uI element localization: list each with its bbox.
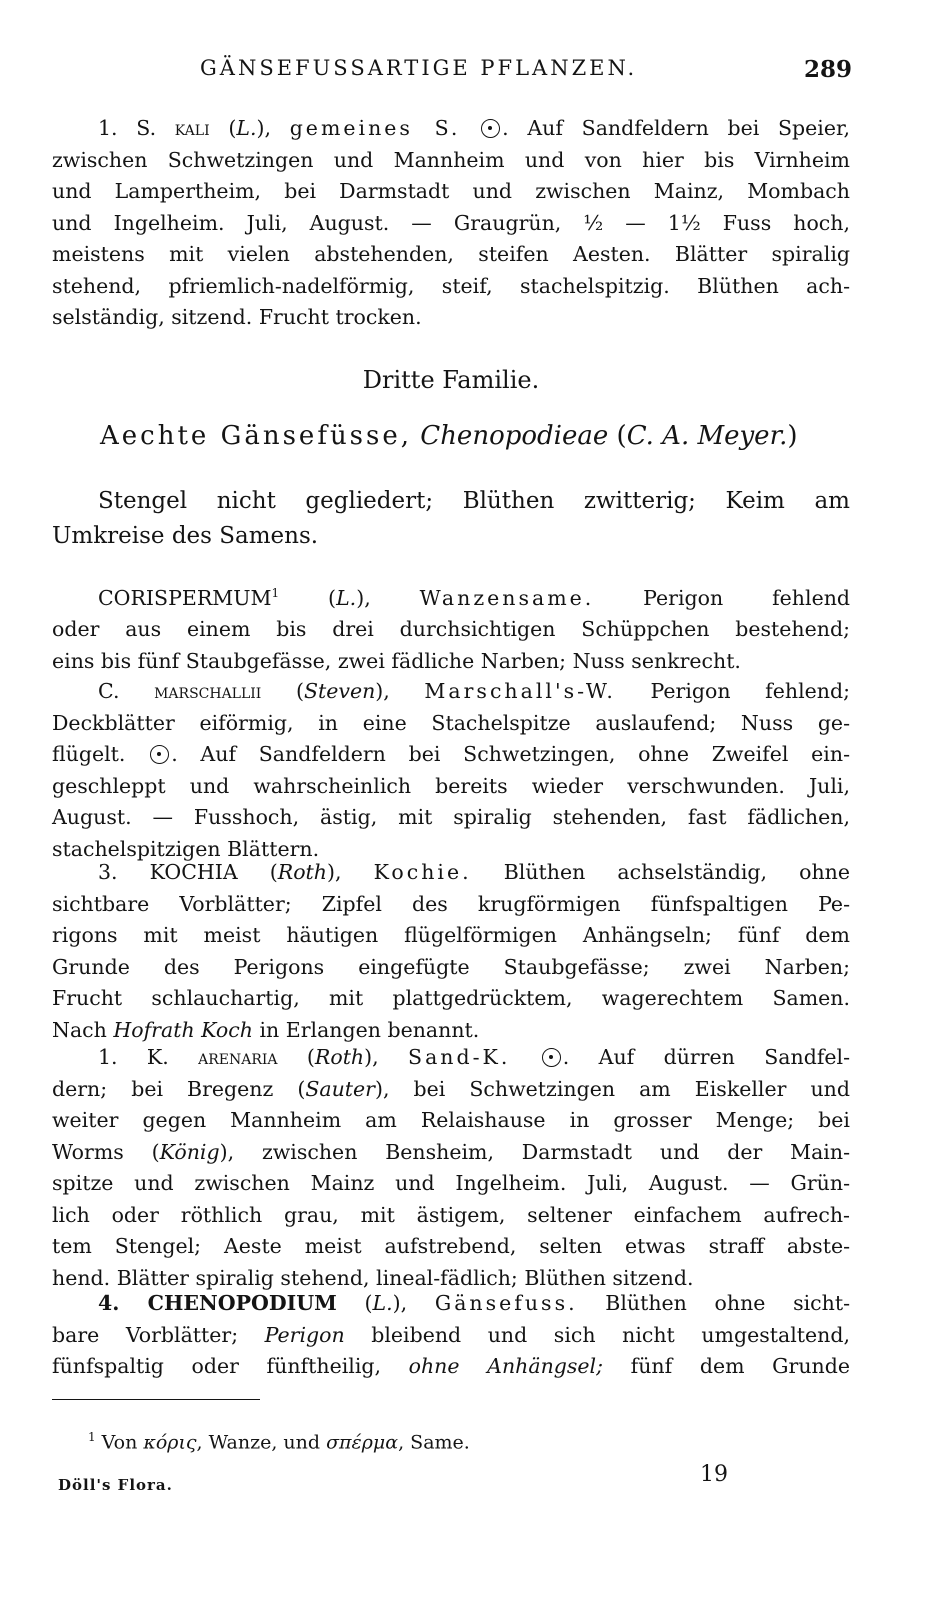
page-header [52, 56, 852, 86]
entry-kochia-arenaria: 1. K. arenaria (Roth), Sand-K. . Auf dürren Sandfel- dern; bei Bregenz (Sauter), bei Schwetzingen am Eiskeller und weiter gegen Mannheim am Relaishause in grosser Menge; bei Worms (König), zwischen Bensheim, Darmstadt und der Main- spitze und zwischen Mainz und Ingelheim. Juli, August. — Grün- lich oder röthlich grau, mit ästigem, seltener einfachem aufrech- tem Stengel; Aeste meist aufstrebend, selten etwas straff abste- hend. Blätter spiralig stehend, lineal-fädlich; Blüthen sitzend. [52, 1045, 851, 1290]
entry-salsola-kali: 1. S. kali (L.), gemeines S. . Auf Sandfeldern bei Speier, zwischen Schwetzingen und Mannheim und von hier bis Virnheim und Lampertheim, bei Darmstadt und zwischen Mainz, Mombach und Ingelheim. Juli, August. — Graugrün, ½ — 1½ Fuss hoch, meistens mit vielen abstehenden, steifen Aesten. Blätter spiralig stehend, pfriemlich-nadelförmig, steif, stachelspitzig. Blüthen ach- selständig, sitzend. Frucht trocken. [52, 116, 851, 329]
genus-chenopodium: 4. CHENOPODIUM (L.), Gänsefuss. Blüthen ohne sicht- bare Vorblätter; Perigon bleibend und sich nicht umgestaltend, fünfspaltig oder fünftheilig, ohne Anhängsel; fünf dem Grunde [52, 1291, 851, 1378]
running-title: GÄNSEFUSSARTIGE PFLANZEN. [200, 56, 638, 80]
footnote: $^1$ Von κόρις, Wanze, und σπέρμα, Same. [88, 1430, 470, 1454]
printer-signature: Döll's Flora. [58, 1476, 173, 1494]
genus-corispermum: CORISPERMUM$^1$ (L.), Wanzensame. Perigon fehlend oder aus einem bis drei durchsichtigen Schüppchen bestehend; eins bis fünf Staubgefässe, zwei fädliche Narben; Nuss senkrecht. [52, 585, 851, 673]
annual-plant-symbol [481, 119, 500, 138]
family-name: Aechte Gänsefüsse, Chenopodieae (C. A. Meyer.) [100, 421, 798, 451]
family-heading: Dritte Familie. [362, 366, 540, 394]
footnote-rule [52, 1399, 260, 1400]
footnote-ref: 1 [271, 586, 280, 600]
annual-plant-symbol [150, 745, 169, 764]
annual-plant-symbol [542, 1048, 561, 1067]
family-description: Stengel nicht gegliedert; Blüthen zwitterig; Keim am Umkreise des Samens. [52, 488, 850, 549]
page-number: 289 [803, 56, 852, 83]
genus-kochia: 3. KOCHIA (Roth), Kochie. Blüthen achselständig, ohne sichtbare Vorblätter; Zipfel des krugförmigen fünfspaltigen Pe- rigons mit meist häutigen flügelförmigen Anhängseln; fünf dem Grunde des Perigons eingefügte Staubgefässe; zwei Narben; Frucht schlauchartig, mit plattgedrücktem, wagerechtem Samen. Nach Hofrath Koch in Erlangen benannt. [52, 860, 850, 1042]
entry-corispermum-marschallii: C. marschallii (Steven), Marschall's-W. Perigon fehlend; Deckblätter eiförmig, in eine Stachelspitze auslaufend; Nuss ge- flügelt. . Auf Sandfeldern bei Schwetzingen, ohne Zweifel ein- geschleppt und wahrscheinlich bereits wieder verschwunden. Juli, August. — Fusshoch, ästig, mit spiralig stehenden, fast fädlichen, stachelspitzigen Blättern. [52, 679, 851, 861]
signature-number: 19 [700, 1462, 728, 1487]
